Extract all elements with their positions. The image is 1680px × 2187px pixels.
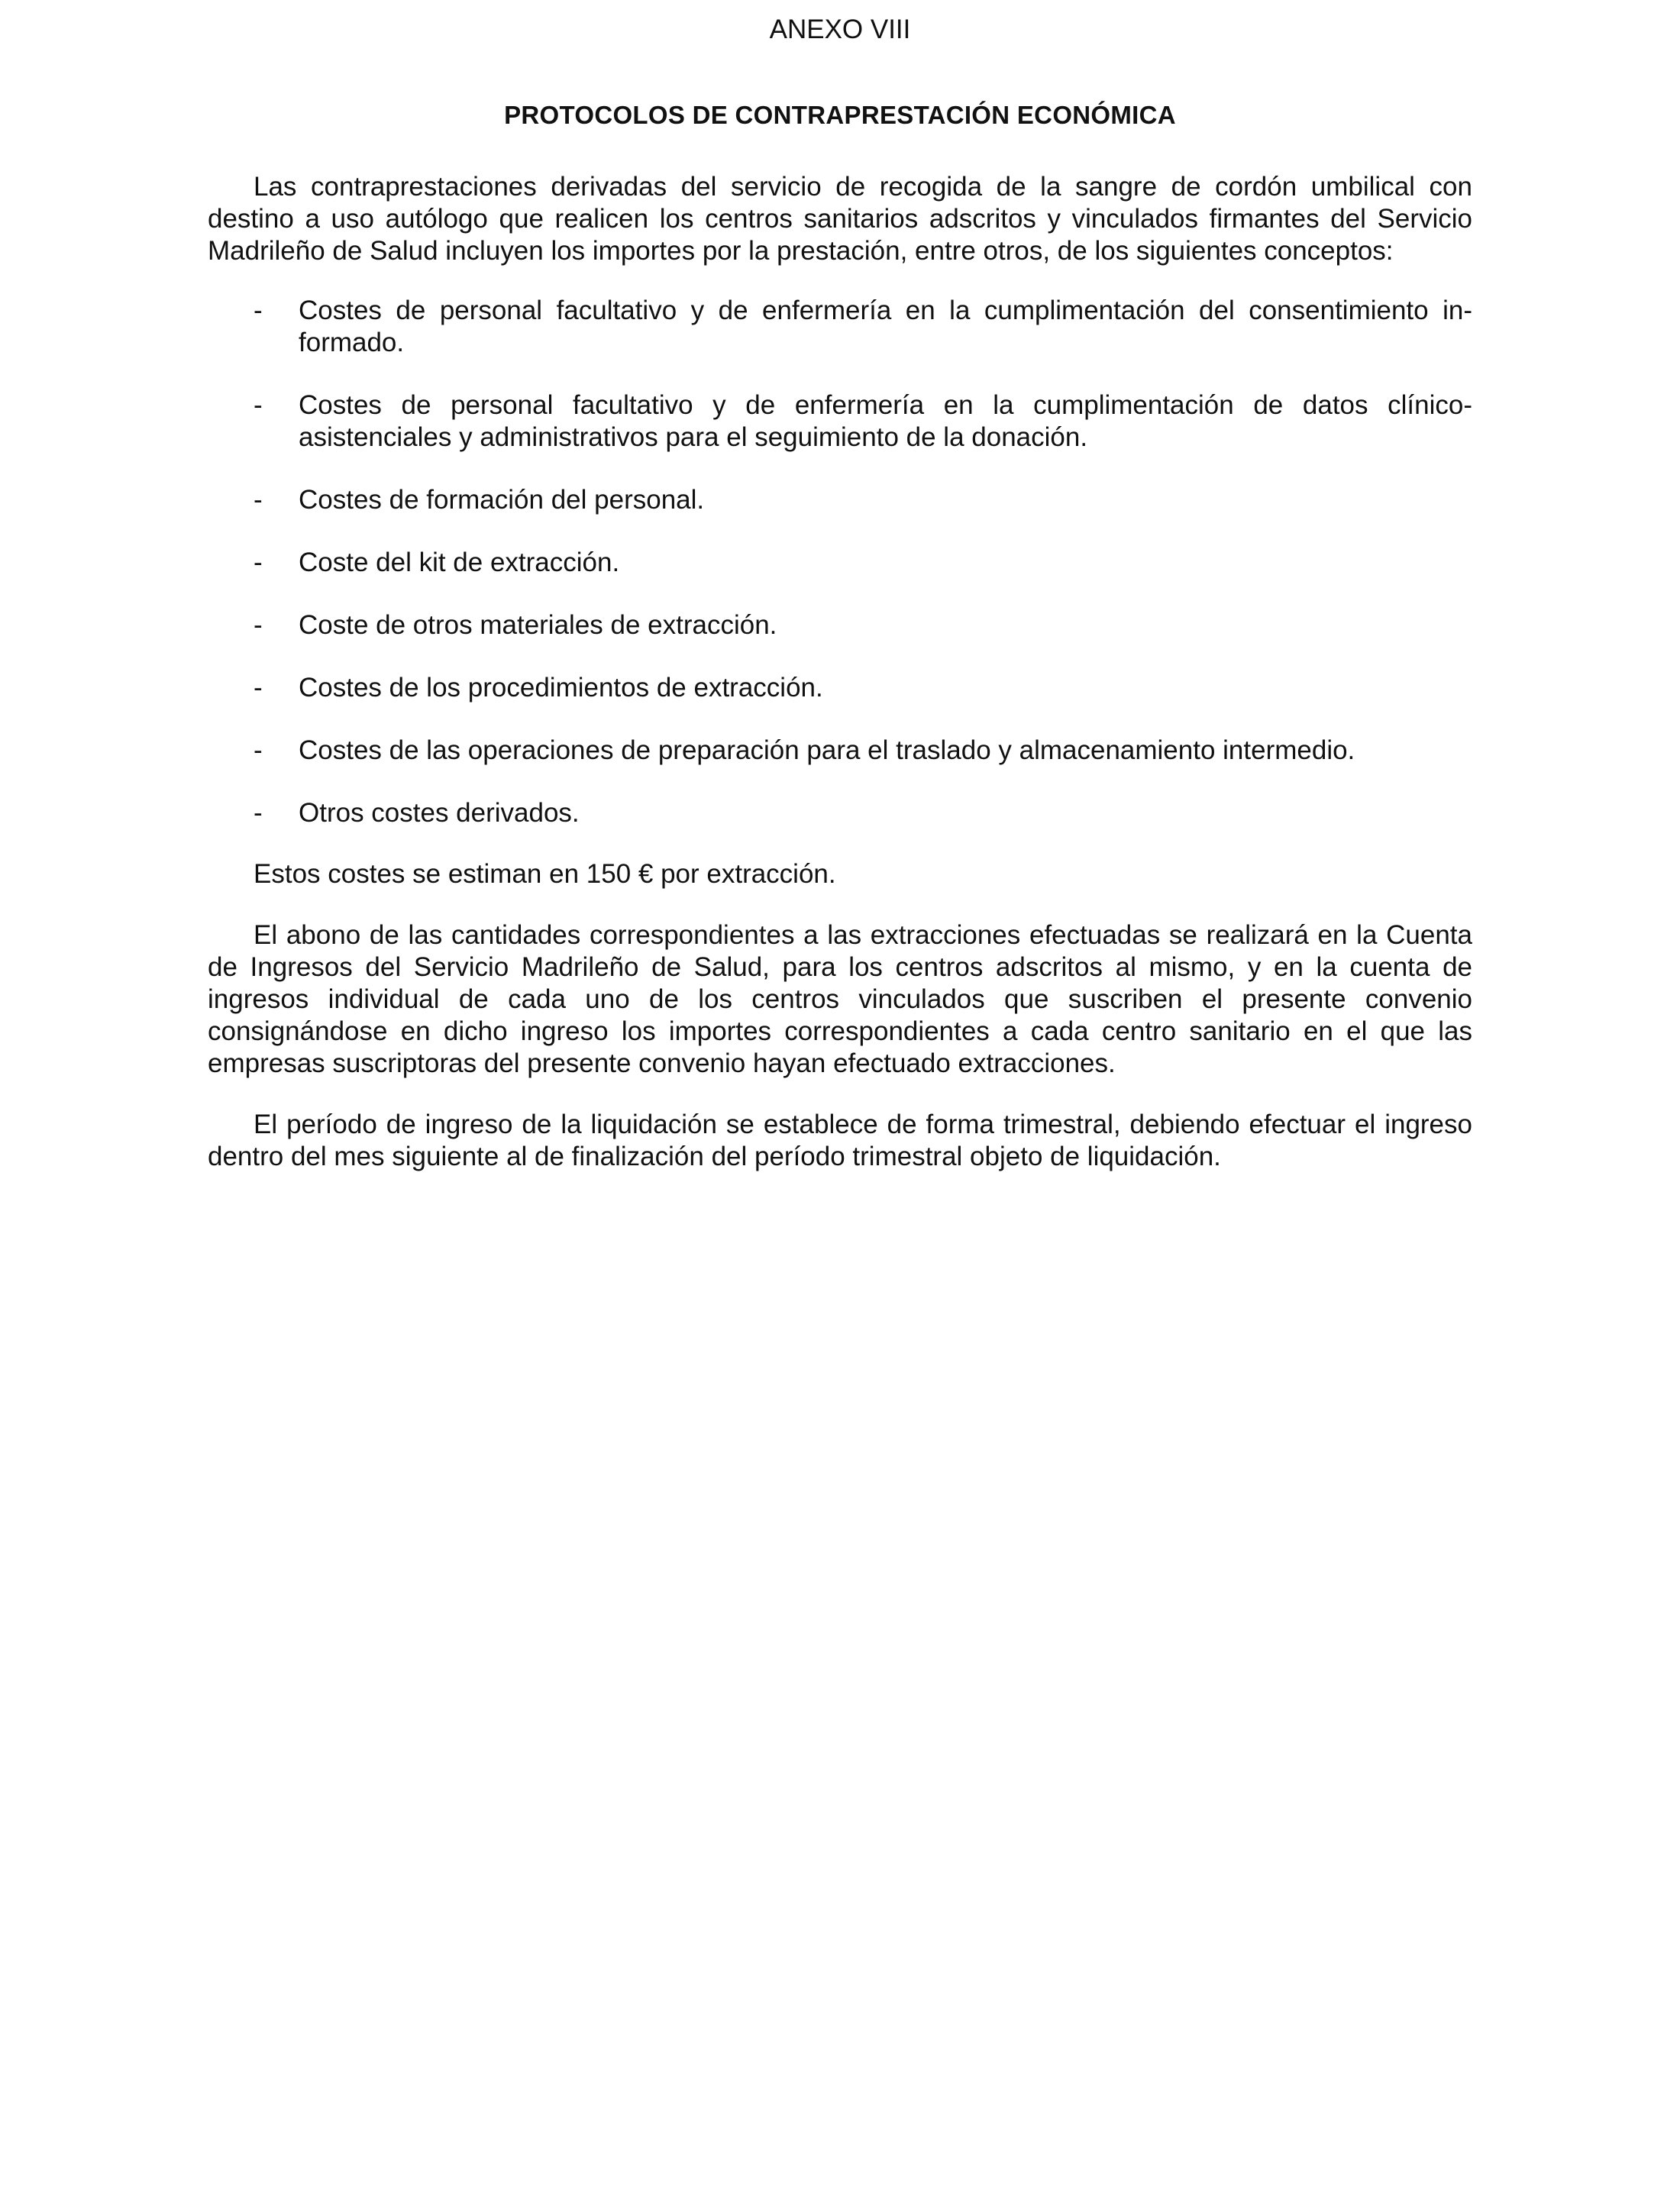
period-paragraph: El período de ingreso de la liquidación se establece de forma trimestral, debiendo efectuar el ingreso dentro del mes siguiente al de finalización del período trimestral objeto de liquidación. <box>208 1110 1472 1171</box>
annex-label: ANEXO VIII <box>769 15 911 44</box>
cost-estimate-paragraph: Estos costes se estiman en 150 € por extracción. <box>254 859 836 889</box>
list-item <box>208 797 1472 829</box>
document-page <box>208 0 1472 1173</box>
list-dash: - <box>254 548 263 577</box>
concept-text: Costes de personal facultativo y de enfermería en la cumplimentación de datos clínico-asistenciales y administrativos para el seguimiento de la donación. <box>299 390 1472 452</box>
list-item <box>208 609 1472 641</box>
list-item <box>208 672 1472 704</box>
payment-paragraph: El abono de las cantidades correspondientes a las extracciones efectuadas se realizará en la Cuenta de Ingresos del Servicio Madrileño de Salud, para los centros adscritos al mismo, y en la cuenta de ingresos individual de cada uno de los centros vinculados que suscriben el presente convenio consignándose en dicho ingreso los importes correspondientes a cada centro sanitario en el que las empresas suscriptoras del presente convenio hayan efectuado extracciones. <box>208 920 1472 1078</box>
list-item <box>208 389 1472 454</box>
intro-paragraph: Las contraprestaciones derivadas del servicio de recogida de la sangre de cordón umbilical con destino a uso autólogo que realicen los centros sanitarios adscritos y vinculados firmantes del Servicio Madrileño de Salud incluyen los importes por la prestación, entre otros, de los siguientes conceptos: <box>208 172 1472 266</box>
list-dash: - <box>254 296 263 325</box>
list-dash: - <box>254 798 263 828</box>
concept-text: Costes de formación del personal. <box>299 485 705 515</box>
concept-text: Costes de las operaciones de preparación para el traslado y almacenamiento intermedio. <box>299 735 1355 765</box>
list-item <box>208 484 1472 516</box>
concept-text: Coste del kit de extracción. <box>299 548 620 577</box>
list-item <box>208 547 1472 579</box>
list-item <box>208 735 1472 767</box>
list-dash: - <box>254 610 263 640</box>
list-dash: - <box>254 735 263 765</box>
list-dash: - <box>254 673 263 703</box>
list-item <box>208 295 1472 359</box>
concept-text: Coste de otros materiales de extracción. <box>299 610 777 640</box>
concepts-list <box>208 295 1472 829</box>
list-dash: - <box>254 390 263 420</box>
concept-text: Costes de personal facultativo y de enfermería en la cumplimentación del consentimiento informado. <box>299 296 1472 357</box>
document-title: PROTOCOLOS DE CONTRAPRESTACIÓN ECONÓMICA <box>504 101 1176 129</box>
concept-text: Otros costes derivados. <box>299 798 580 828</box>
list-dash: - <box>254 485 263 515</box>
concept-text: Costes de los procedimientos de extracción. <box>299 673 823 703</box>
